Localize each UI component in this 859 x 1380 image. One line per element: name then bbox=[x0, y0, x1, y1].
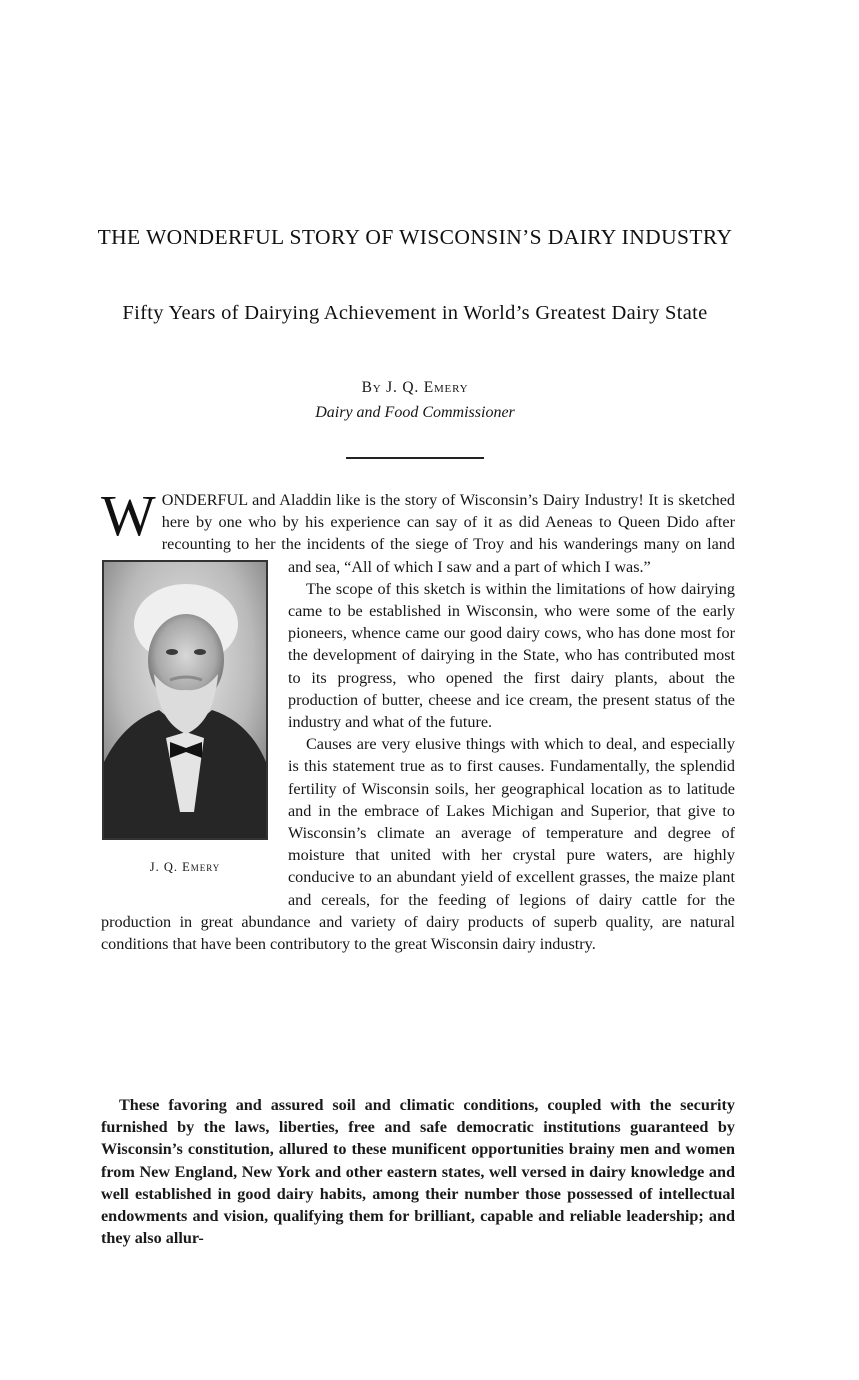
causes-text: Causes are very elusive things with which to deal, and especially is this statement true as to first causes. Fundamentally, the splendid fertility of Wisconsin soils, her geographical location as to latitude and in the embrace of Lakes Michigan and Superior, that give to Wisconsin’s climate an average of temperature and degree of moisture that united with her crystal pure waters, are highly conducive to an abundant yield of excellent grasses, the maize plant and cereals, for the feeding of legions of dairy cattle for the production in great abundance and variety of dairy products of superb quality, are natural conditions that have been contributory to the great Wisconsin dairy industry. bbox=[101, 735, 735, 954]
portrait-figure bbox=[102, 560, 272, 896]
portrait-caption: J. Q. Emery bbox=[149, 859, 221, 874]
title-divider bbox=[346, 457, 484, 459]
article-subtitle: Fifty Years of Dairying Achievement in World’s Greatest Dairy State bbox=[122, 302, 708, 324]
body-paragraph-2 bbox=[101, 1094, 735, 1249]
author-byline: By J. Q. Emery bbox=[361, 379, 469, 396]
author-role: Dairy and Food Commissioner bbox=[315, 404, 515, 421]
drop-cap: W bbox=[101, 483, 156, 548]
portrait-photo bbox=[102, 560, 268, 840]
body-paragraph-1 bbox=[101, 483, 735, 955]
scope-text: The scope of this sketch is within the limitations of how dairying came to be established in Wisconsin, who were some of the early pioneers, whence came our good dairy cows, who has done most for the development of dairying in the State, who has contributed most to its progress, who opened the first dairy plants, about the production of butter, cheese and ice cream, the present status of the industry and what of the future. bbox=[288, 579, 735, 732]
article-title: THE WONDERFUL STORY OF WISCONSIN’S DAIRY INDUSTRY bbox=[97, 225, 733, 249]
paragraph-2-text: These favoring and assured soil and climatic conditions, coupled with the security furnished by the laws, liberties, free and safe democratic institutions guaranteed by Wisconsin’s constitution, allured to these munificent opportunities brainy men and women from New England, New York and other eastern states, well versed in dairy knowledge and well established in good dairy habits, among their number those possessed of intellectual endowments and vision, qualifying them for brilliant, capable and reliable leadership; and they also allur- bbox=[101, 1096, 735, 1248]
opening-text: ONDERFUL and Aladdin like is the story of Wisconsin’s Dairy Industry! It is sketched here by one who by his experience can say of it as did Aeneas to Queen Dido after recounting to her the incidents of the siege of Troy and his wanderings many on land and sea, “All of which I saw and a part of which I was.” bbox=[161, 491, 735, 576]
portrait-image bbox=[104, 562, 266, 838]
